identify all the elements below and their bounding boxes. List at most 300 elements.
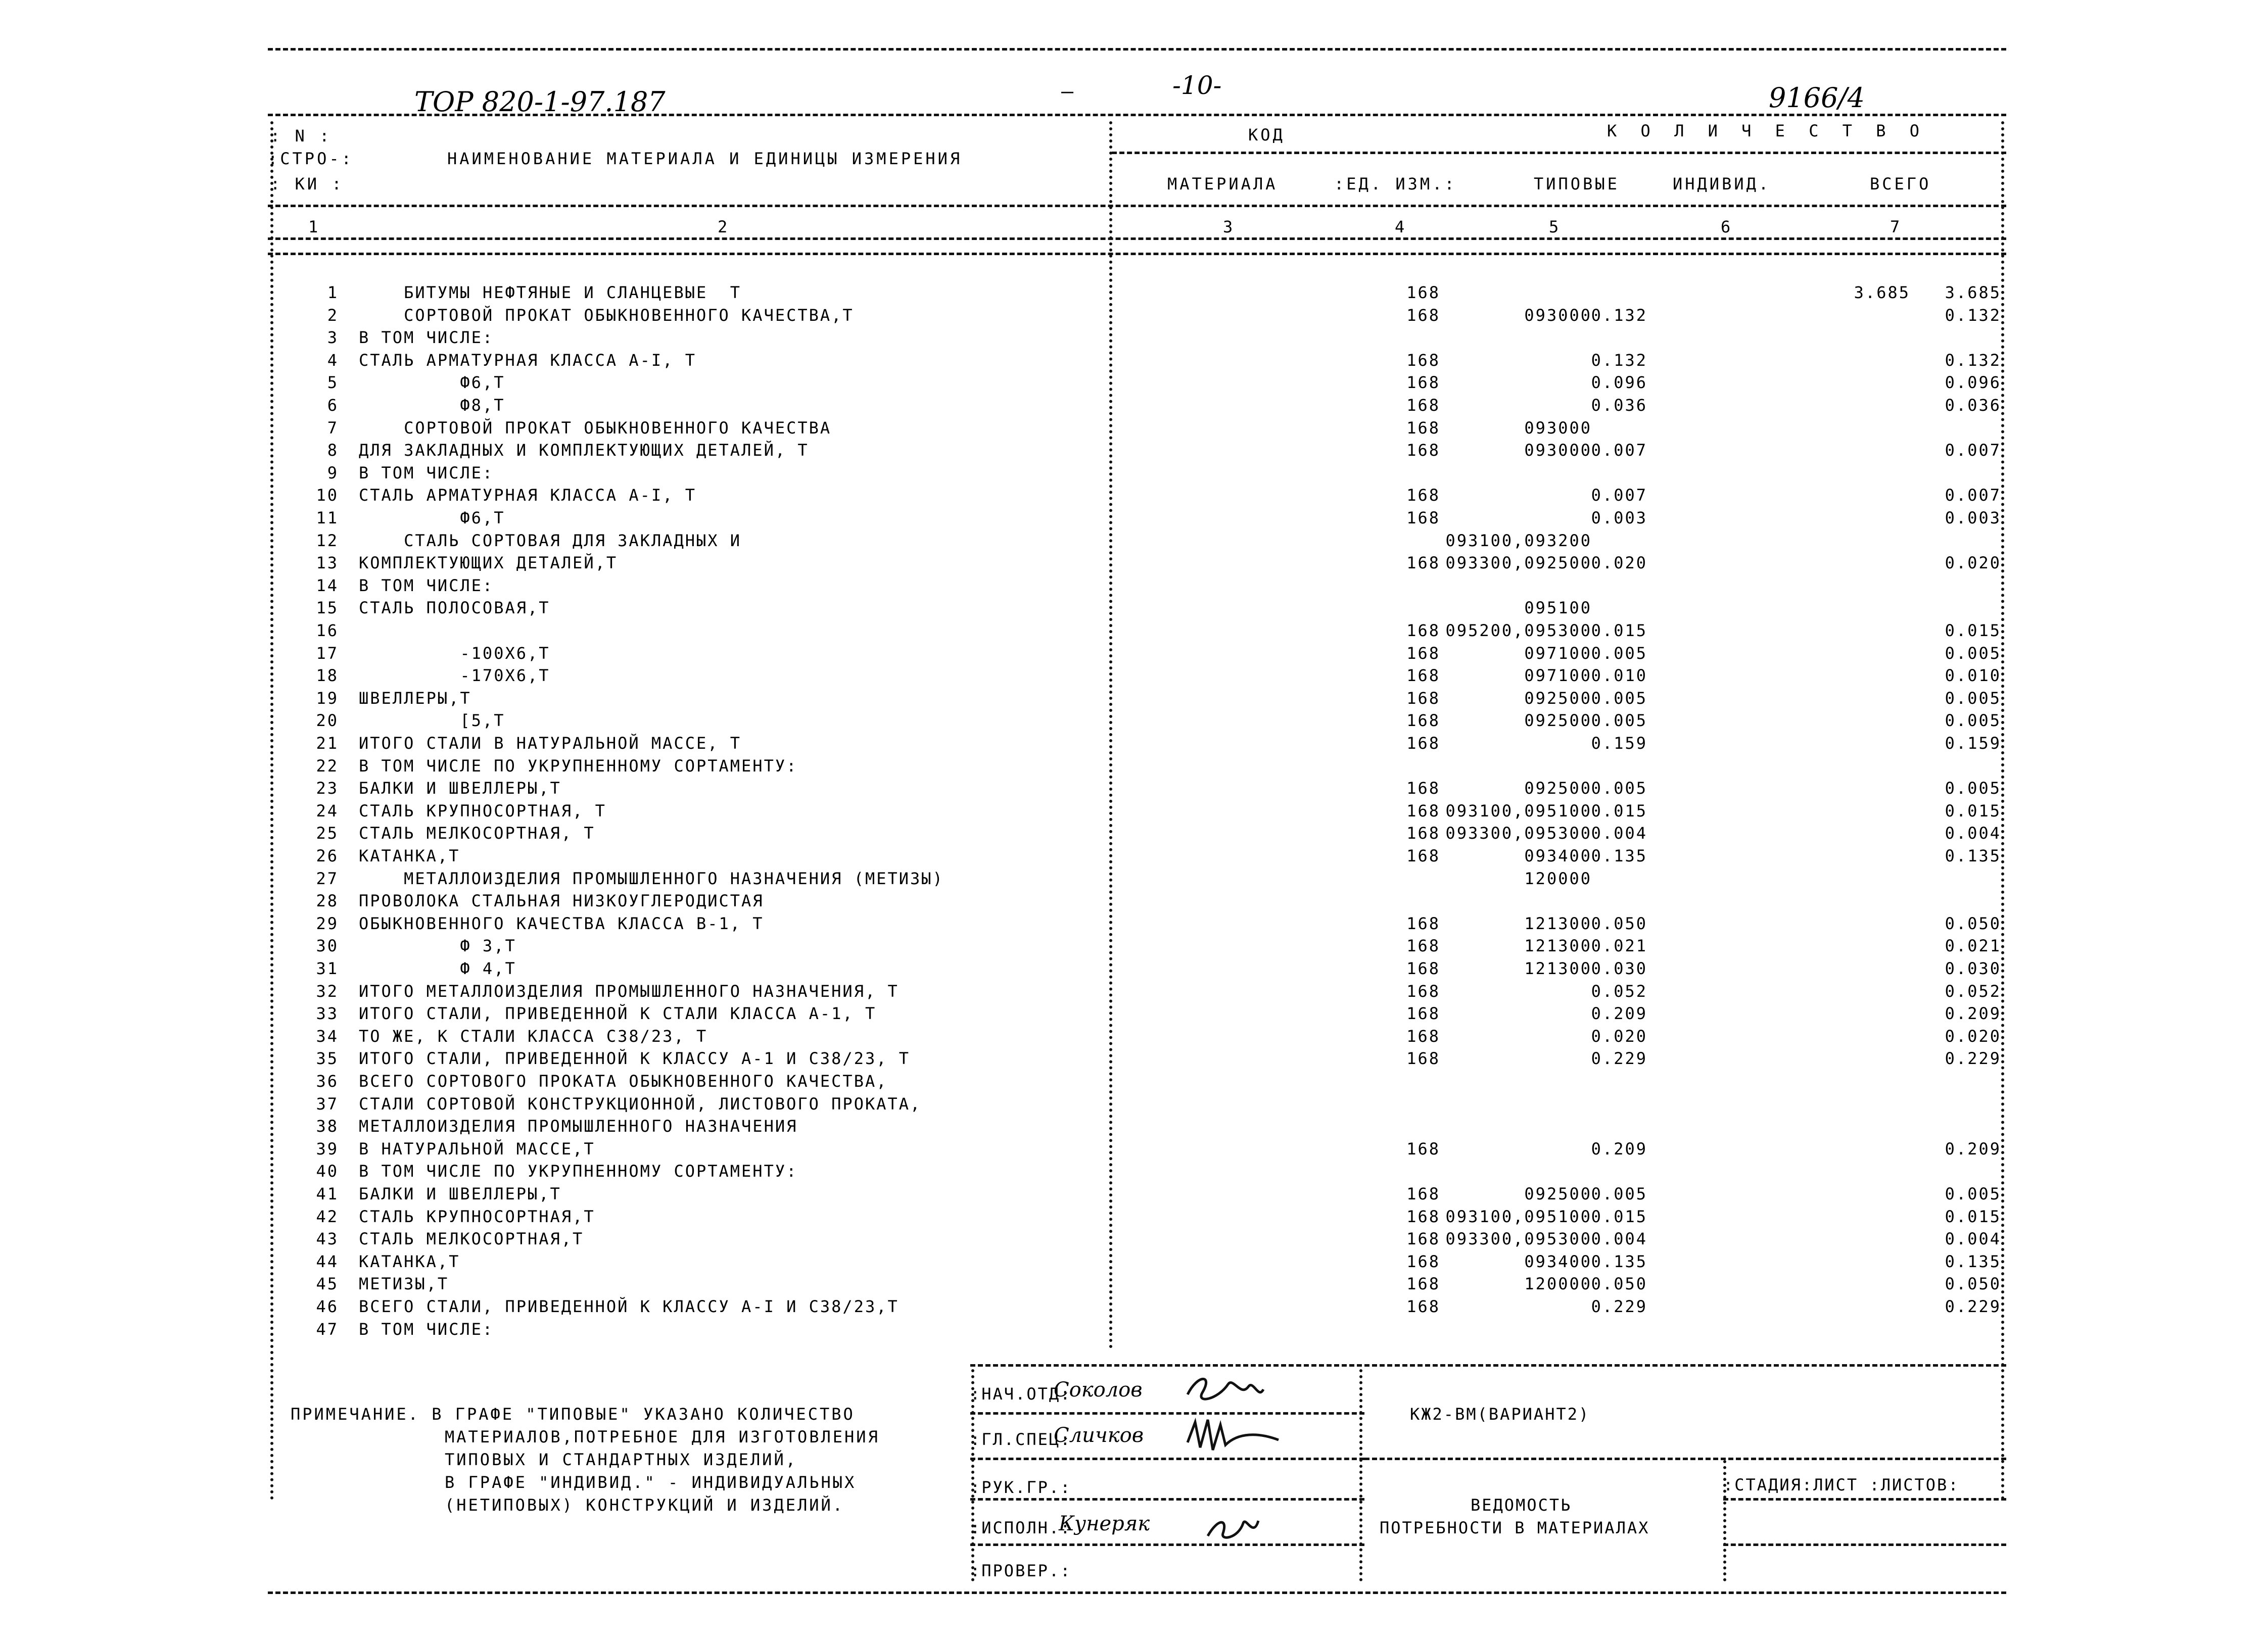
stamp-rule-6 <box>1723 1498 2006 1501</box>
stamp-title-line-1: ВЕДОМОСТЬ <box>1471 1495 1572 1515</box>
row-number: 41 <box>316 1184 339 1203</box>
row-material-name: ВСЕГО СОРТОВОГО ПРОКАТА ОБЫКНОВЕННОГО КАЧЕСТВА, <box>359 1072 888 1091</box>
row-material-name: Ф6,Т <box>359 508 505 527</box>
row-number: 7 <box>327 418 339 438</box>
row-unit-code: 168 <box>1406 1297 1440 1316</box>
row-number: 29 <box>316 914 339 933</box>
table-row <box>268 734 2006 756</box>
row-total-qty: 0.015 <box>1945 621 2001 640</box>
row-material-name: КАТАНКА,Т <box>359 846 460 865</box>
row-material-code: 092500 <box>1524 711 1592 730</box>
row-unit-code: 168 <box>1406 1274 1440 1293</box>
stamp-separator-1 <box>971 1369 974 1581</box>
stamp-checker-label: :ПРОВЕР.: <box>970 1561 1072 1580</box>
header-unit: :ЕД. ИЗМ.: <box>1334 174 1457 194</box>
row-material-code: 092500 <box>1524 1184 1592 1203</box>
column-number-1: 1 <box>308 217 318 236</box>
table-row <box>268 598 2006 620</box>
row-total-qty: 0.010 <box>1945 666 2001 685</box>
stamp-head-dept-label: :НАЧ.ОТД: <box>970 1384 1072 1404</box>
row-material-name: МЕТАЛЛОИЗДЕЛИЯ ПРОМЫШЛЕННОГО НАЗНАЧЕНИЯ (МЕТИЗЫ) <box>359 869 944 888</box>
row-unit-code: 168 <box>1406 982 1440 1001</box>
stamp-chief-spec-name: Сличков <box>1054 1424 1144 1447</box>
row-typical-qty: 0.015 <box>1591 801 1647 820</box>
row-material-code: 093300,095300 <box>1445 1229 1592 1248</box>
body-top-rule-1 <box>268 237 2006 240</box>
row-number: 43 <box>316 1229 339 1248</box>
row-number: 27 <box>316 869 339 888</box>
row-unit-code: 168 <box>1406 508 1440 527</box>
row-total-qty: 0.004 <box>1945 824 2001 843</box>
table-row <box>268 959 2006 981</box>
row-unit-code: 168 <box>1406 779 1440 798</box>
table-row <box>268 1094 2006 1117</box>
table-row <box>268 1274 2006 1296</box>
table-row <box>268 396 2006 418</box>
row-typical-qty: 0.209 <box>1591 1004 1647 1023</box>
stamp-rule-7 <box>1723 1543 2006 1546</box>
row-material-name: СТАЛИ СОРТОВОЙ КОНСТРУКЦИОННОЙ, ЛИСТОВОГО ПРОКАТА, <box>359 1094 922 1114</box>
table-row <box>268 1004 2006 1026</box>
row-number: 1 <box>327 283 339 302</box>
row-number: 45 <box>316 1274 339 1293</box>
table-row <box>268 328 2006 350</box>
row-material-code: 121300 <box>1524 914 1592 933</box>
table-row <box>268 351 2006 373</box>
row-unit-code: 168 <box>1406 734 1440 753</box>
row-total-qty: 3.685 <box>1945 283 2001 302</box>
header-individual: ИНДИВИД. <box>1673 174 1771 194</box>
sheet-number: 9166/4 <box>1769 82 1865 114</box>
header-code-group: КОД <box>1248 125 1285 144</box>
row-total-qty: 0.030 <box>1945 959 2001 978</box>
row-material-code: 121300 <box>1524 936 1592 955</box>
row-material-code: 093000 <box>1524 418 1592 438</box>
row-material-code: 093100,095100 <box>1445 801 1592 820</box>
stamp-executor-label: :ИСПОЛН.: <box>970 1518 1072 1537</box>
table-row <box>268 869 2006 891</box>
row-material-name: КАТАНКА,Т <box>359 1252 460 1271</box>
note-line-5: (НЕТИПОВЫХ) КОНСТРУКЦИЙ И ИЗДЕЛИЙ. <box>445 1495 845 1515</box>
row-total-qty: 0.050 <box>1945 914 2001 933</box>
header-typical: ТИПОВЫЕ <box>1534 174 1620 194</box>
row-number: 22 <box>316 756 339 776</box>
row-typical-qty: 0.004 <box>1591 1229 1647 1248</box>
row-unit-code: 168 <box>1406 621 1440 640</box>
row-typical-qty: 0.030 <box>1591 959 1647 978</box>
row-total-qty: 0.015 <box>1945 1207 2001 1226</box>
row-total-qty: 0.015 <box>1945 801 2001 820</box>
header-num-line2: :СТРО-: <box>268 149 354 168</box>
row-material-name: В НАТУРАЛЬНОЙ МАССЕ,Т <box>359 1139 595 1159</box>
stamp-executor-name: Кунеряк <box>1059 1512 1150 1535</box>
row-material-name: ИТОГО СТАЛИ, ПРИВЕДЕННОЙ К КЛАССУ А-1 И С38/23, Т <box>359 1049 911 1068</box>
table-row <box>268 689 2006 711</box>
row-number: 3 <box>327 328 339 347</box>
row-typical-qty: 0.005 <box>1591 644 1647 663</box>
row-typical-qty: 0.007 <box>1591 441 1647 460</box>
row-number: 17 <box>316 644 339 663</box>
row-typical-qty: 0.096 <box>1591 373 1647 392</box>
row-total-qty: 0.003 <box>1945 508 2001 527</box>
header-material: МАТЕРИАЛА <box>1167 174 1278 194</box>
table-row <box>268 936 2006 958</box>
row-unit-code: 168 <box>1406 373 1440 392</box>
page-number: -10- <box>1172 71 1222 100</box>
row-typical-qty: 0.015 <box>1591 1207 1647 1226</box>
row-number: 19 <box>316 689 339 708</box>
column-number-4: 4 <box>1395 217 1405 236</box>
row-material-name: Ф8,Т <box>359 396 505 415</box>
header-subrule-2 <box>268 205 2006 207</box>
table-row <box>268 1229 2006 1251</box>
row-typical-qty: 0.209 <box>1591 1139 1647 1159</box>
top-rule <box>268 48 2006 51</box>
row-material-name: ИТОГО МЕТАЛЛОИЗДЕЛИЯ ПРОМЫШЛЕННОГО НАЗНАЧЕНИЯ, Т <box>359 982 899 1001</box>
row-material-name: СТАЛЬ МЕЛКОСОРТНАЯ, Т <box>359 824 595 843</box>
row-total-qty: 0.036 <box>1945 396 2001 415</box>
row-material-name: ТО ЖЕ, К СТАЛИ КЛАССА С38/23, Т <box>359 1027 708 1046</box>
row-material-code: 120000 <box>1524 1274 1592 1293</box>
header-subrule-1 <box>1112 152 2006 154</box>
row-total-qty: 0.159 <box>1945 734 2001 753</box>
row-material-name: Ф 4,Т <box>359 959 516 978</box>
row-typical-qty: 0.052 <box>1591 982 1647 1001</box>
table-row <box>268 666 2006 688</box>
row-typical-qty: 0.050 <box>1591 1274 1647 1293</box>
bottom-rule <box>268 1591 2006 1594</box>
body-top-rule-2 <box>268 253 2006 255</box>
row-unit-code: 168 <box>1406 689 1440 708</box>
row-typical-qty: 0.135 <box>1591 1252 1647 1271</box>
row-unit-code: 168 <box>1406 1139 1440 1159</box>
row-total-qty: 0.020 <box>1945 553 2001 572</box>
row-material-code: 092500 <box>1524 689 1592 708</box>
row-material-code: 093100,093200 <box>1445 531 1592 550</box>
stamp-separator-3 <box>1723 1460 1726 1581</box>
column-number-6: 6 <box>1721 217 1731 236</box>
row-total-qty: 0.229 <box>1945 1049 2001 1068</box>
row-material-code: 095100 <box>1524 598 1592 617</box>
row-material-code: 120000 <box>1524 869 1592 888</box>
stamp-rule-2 <box>970 1458 1364 1460</box>
row-unit-code: 168 <box>1406 418 1440 438</box>
row-typical-qty: 0.021 <box>1591 936 1647 955</box>
row-number: 10 <box>316 486 339 505</box>
row-total-qty: 0.004 <box>1945 1229 2001 1248</box>
row-number: 33 <box>316 1004 339 1023</box>
row-number: 13 <box>316 553 339 572</box>
row-total-qty: 0.132 <box>1945 306 2001 325</box>
row-unit-code: 168 <box>1406 1207 1440 1226</box>
row-unit-code: 168 <box>1406 711 1440 730</box>
row-typical-qty: 0.007 <box>1591 486 1647 505</box>
column-number-3: 3 <box>1223 217 1233 236</box>
row-number: 12 <box>316 531 339 550</box>
note-line-4: В ГРАФЕ "ИНДИВИД." - ИНДИВИДУАЛЬНЫХ <box>445 1473 857 1492</box>
row-typical-qty: 0.132 <box>1591 306 1647 325</box>
row-material-name: В ТОМ ЧИСЛЕ: <box>359 463 494 482</box>
row-number: 34 <box>316 1027 339 1046</box>
row-material-name: ИТОГО СТАЛИ, ПРИВЕДЕННОЙ К СТАЛИ КЛАССА А-1, Т <box>359 1004 877 1023</box>
row-unit-code: 168 <box>1406 1049 1440 1068</box>
row-unit-code: 168 <box>1406 553 1440 572</box>
row-typical-qty: 0.005 <box>1591 689 1647 708</box>
stamp-title-line-2: ПОТРЕБНОСТИ В МАТЕРИАЛАХ <box>1380 1518 1650 1537</box>
header-qty-group: К О Л И Ч Е С Т В О <box>1607 121 1927 140</box>
row-typical-qty: 0.036 <box>1591 396 1647 415</box>
row-number: 26 <box>316 846 339 865</box>
row-typical-qty: 0.020 <box>1591 553 1647 572</box>
stamp-rule-4 <box>970 1543 1364 1546</box>
row-total-qty: 0.005 <box>1945 711 2001 730</box>
row-number: 21 <box>316 734 339 753</box>
row-material-code: 093000 <box>1524 441 1592 460</box>
row-material-name: СОРТОВОЙ ПРОКАТ ОБЫКНОВЕННОГО КАЧЕСТВА <box>359 418 832 438</box>
stamp-head-dept-name: Соколов <box>1054 1378 1143 1402</box>
stamp-rule-5 <box>1364 1458 2006 1460</box>
row-total-qty: 0.007 <box>1945 441 2001 460</box>
table-row <box>268 508 2006 530</box>
row-total-qty: 0.050 <box>1945 1274 2001 1293</box>
row-material-code: 121300 <box>1524 959 1592 978</box>
table-row <box>268 779 2006 801</box>
header-name: НАИМЕНОВАНИЕ МАТЕРИАЛА И ЕДИНИЦЫ ИЗМЕРЕНИЯ <box>447 149 963 168</box>
row-number: 23 <box>316 779 339 798</box>
row-material-name: СТАЛЬ ПОЛОСОВАЯ,Т <box>359 598 550 617</box>
row-typical-qty: 0.004 <box>1591 824 1647 843</box>
row-total-qty: 0.005 <box>1945 1184 2001 1203</box>
row-typical-qty: 0.229 <box>1591 1297 1647 1316</box>
row-material-name: ПРОВОЛОКА СТАЛЬНАЯ НИЗКОУГЛЕРОДИСТАЯ <box>359 891 764 910</box>
row-unit-code: 168 <box>1406 914 1440 933</box>
row-number: 9 <box>327 463 339 482</box>
row-material-name: [5,Т <box>359 711 505 730</box>
row-material-code: 093100,095100 <box>1445 1207 1592 1226</box>
header-total: ВСЕГО <box>1870 174 1931 194</box>
table-row <box>268 1139 2006 1162</box>
table-row <box>268 824 2006 846</box>
row-material-name: СТАЛЬ МЕЛКОСОРТНАЯ,Т <box>359 1229 584 1248</box>
header-num-line3: : КИ : <box>270 174 344 194</box>
row-total-qty: 0.005 <box>1945 644 2001 663</box>
row-individual-qty: 3.685 <box>1854 283 1910 302</box>
row-number: 47 <box>316 1320 339 1339</box>
row-material-code: 093000 <box>1524 306 1592 325</box>
table-row <box>268 1207 2006 1229</box>
table-row <box>268 1320 2006 1342</box>
row-number: 6 <box>327 396 339 415</box>
row-number: 35 <box>316 1049 339 1068</box>
row-number: 15 <box>316 598 339 617</box>
stamp-stage-header: :СТАДИЯ:ЛИСТ :ЛИСТОВ: <box>1723 1475 1960 1494</box>
row-typical-qty: 0.159 <box>1591 734 1647 753</box>
table-row <box>268 418 2006 441</box>
row-number: 16 <box>316 621 339 640</box>
row-typical-qty: 0.005 <box>1591 711 1647 730</box>
document-code: ТОР 820-1-97.187 <box>414 86 666 118</box>
table-row <box>268 982 2006 1004</box>
row-material-name: КОМПЛЕКТУЮЩИХ ДЕТАЛЕЙ,Т <box>359 553 618 572</box>
row-total-qty: 0.021 <box>1945 936 2001 955</box>
row-total-qty: 0.135 <box>1945 846 2001 865</box>
row-number: 18 <box>316 666 339 685</box>
note-line-1: ПРИМЕЧАНИЕ. В ГРАФЕ "ТИПОВЫЕ" УКАЗАНО КОЛИЧЕСТВО <box>291 1405 855 1424</box>
row-total-qty: 0.209 <box>1945 1004 2001 1023</box>
row-typical-qty: 0.010 <box>1591 666 1647 685</box>
row-total-qty: 0.135 <box>1945 1252 2001 1271</box>
row-material-code: 097100 <box>1524 666 1592 685</box>
signature-executor <box>1203 1508 1263 1549</box>
row-unit-code: 168 <box>1406 846 1440 865</box>
row-unit-code: 168 <box>1406 486 1440 505</box>
signature-chief-spec <box>1183 1412 1284 1458</box>
row-material-code: 095200,095300 <box>1445 621 1592 640</box>
row-unit-code: 168 <box>1406 1229 1440 1248</box>
table-row <box>268 463 2006 486</box>
table-row <box>268 1252 2006 1274</box>
row-material-code: 092500 <box>1524 779 1592 798</box>
row-material-name: СОРТОВОЙ ПРОКАТ ОБЫКНОВЕННОГО КАЧЕСТВА,Т <box>359 306 854 325</box>
column-number-5: 5 <box>1549 217 1559 236</box>
row-unit-code: 168 <box>1406 824 1440 843</box>
table-row <box>268 306 2006 328</box>
row-total-qty: 0.007 <box>1945 486 2001 505</box>
row-unit-code: 168 <box>1406 959 1440 978</box>
row-typical-qty: 0.005 <box>1591 1184 1647 1203</box>
row-total-qty: 0.209 <box>1945 1139 2001 1159</box>
row-unit-code: 168 <box>1406 936 1440 955</box>
stamp-rule-1 <box>970 1412 1364 1415</box>
dash-mark: – <box>1061 80 1074 103</box>
table-row <box>268 1184 2006 1206</box>
table-row <box>268 644 2006 666</box>
row-number: 5 <box>327 373 339 392</box>
row-material-name: БАЛКИ И ШВЕЛЛЕРЫ,Т <box>359 779 561 798</box>
row-typical-qty: 0.015 <box>1591 621 1647 640</box>
row-unit-code: 168 <box>1406 1027 1440 1046</box>
row-typical-qty: 0.005 <box>1591 779 1647 798</box>
stamp-rule-3 <box>970 1498 1364 1501</box>
table-row <box>268 711 2006 733</box>
row-typical-qty: 0.020 <box>1591 1027 1647 1046</box>
row-material-name: СТАЛЬ КРУПНОСОРТНАЯ, Т <box>359 801 606 820</box>
row-material-code: 093400 <box>1524 846 1592 865</box>
table-row <box>268 441 2006 463</box>
table-row <box>268 1162 2006 1184</box>
row-number: 30 <box>316 936 339 955</box>
row-total-qty: 0.052 <box>1945 982 2001 1001</box>
column-number-2: 2 <box>718 217 728 236</box>
row-total-qty: 0.005 <box>1945 779 2001 798</box>
row-total-qty: 0.229 <box>1945 1297 2001 1316</box>
table-row <box>268 846 2006 868</box>
row-number: 4 <box>327 351 339 370</box>
row-unit-code: 168 <box>1406 396 1440 415</box>
row-unit-code: 168 <box>1406 801 1440 820</box>
row-number: 39 <box>316 1139 339 1159</box>
table-row <box>268 283 2006 305</box>
stamp-chief-spec-label: :ГЛ.СПЕЦ: <box>970 1430 1072 1449</box>
note-line-3: ТИПОВЫХ И СТАНДАРТНЫХ ИЗДЕЛИЙ, <box>445 1450 797 1469</box>
row-unit-code: 168 <box>1406 351 1440 370</box>
row-material-name: -170Х6,Т <box>359 666 550 685</box>
table-row <box>268 1297 2006 1319</box>
row-number: 40 <box>316 1162 339 1181</box>
table-row <box>268 621 2006 643</box>
row-material-name: ВСЕГО СТАЛИ, ПРИВЕДЕННОЙ К КЛАССУ А-I И С38/23,Т <box>359 1297 899 1316</box>
row-unit-code: 168 <box>1406 441 1440 460</box>
note-line-2: МАТЕРИАЛОВ,ПОТРЕБНОЕ ДЛЯ ИЗГОТОВЛЕНИЯ <box>445 1427 880 1446</box>
stamp-separator-2 <box>1359 1369 1362 1581</box>
table-row <box>268 531 2006 553</box>
table-row <box>268 801 2006 824</box>
table-row <box>268 373 2006 395</box>
row-number: 24 <box>316 801 339 820</box>
row-material-code: 093400 <box>1524 1252 1592 1271</box>
table-row <box>268 1117 2006 1139</box>
row-total-qty: 0.005 <box>1945 689 2001 708</box>
header-num-line1: : N : <box>270 126 332 146</box>
table-row <box>268 486 2006 508</box>
row-typical-qty: 0.003 <box>1591 508 1647 527</box>
table-row <box>268 1049 2006 1071</box>
row-total-qty: 0.020 <box>1945 1027 2001 1046</box>
row-material-name: СТАЛЬ СОРТОВАЯ ДЛЯ ЗАКЛАДНЫХ И <box>359 531 742 550</box>
row-unit-code: 168 <box>1406 666 1440 685</box>
row-material-name: В ТОМ ЧИСЛЕ: <box>359 328 494 347</box>
row-number: 31 <box>316 959 339 978</box>
row-material-name: В ТОМ ЧИСЛЕ ПО УКРУПНЕННОМУ СОРТАМЕНТУ: <box>359 1162 798 1181</box>
row-number: 38 <box>316 1117 339 1136</box>
row-material-name: МЕТАЛЛОИЗДЕЛИЯ ПРОМЫШЛЕННОГО НАЗНАЧЕНИЯ <box>359 1117 798 1136</box>
stamp-variant: КЖ2-ВМ(ВАРИАНТ2) <box>1410 1405 1590 1424</box>
row-material-name: ОБЫКНОВЕННОГО КАЧЕСТВА КЛАССА В-1, Т <box>359 914 764 933</box>
row-material-code: 097100 <box>1524 644 1592 663</box>
row-material-name: Ф6,Т <box>359 373 505 392</box>
row-typical-qty: 0.132 <box>1591 351 1647 370</box>
header-rule <box>268 114 2006 116</box>
table-row <box>268 1072 2006 1094</box>
row-material-name: БИТУМЫ НЕФТЯНЫЕ И СЛАНЦЕВЫЕ Т <box>359 283 742 302</box>
row-number: 46 <box>316 1297 339 1316</box>
row-material-name: СТАЛЬ КРУПНОСОРТНАЯ,Т <box>359 1207 595 1226</box>
row-material-name: СТАЛЬ АРМАТУРНАЯ КЛАССА А-I, Т <box>359 486 696 505</box>
stamp-group-lead-label: :РУК.ГР.: <box>970 1478 1072 1497</box>
row-number: 37 <box>316 1094 339 1114</box>
row-number: 42 <box>316 1207 339 1226</box>
row-material-name: ШВЕЛЛЕРЫ,Т <box>359 689 471 708</box>
table-row <box>268 553 2006 575</box>
row-number: 36 <box>316 1072 339 1091</box>
row-material-name: Ф 3,Т <box>359 936 516 955</box>
row-number: 2 <box>327 306 339 325</box>
table-row <box>268 576 2006 598</box>
row-material-name: ИТОГО СТАЛИ В НАТУРАЛЬНОЙ МАССЕ, Т <box>359 734 742 753</box>
row-unit-code: 168 <box>1406 644 1440 663</box>
row-material-name: ДЛЯ ЗАКЛАДНЫХ И КОМПЛЕКТУЮЩИХ ДЕТАЛЕЙ, Т <box>359 441 809 460</box>
row-material-name: В ТОМ ЧИСЛЕ: <box>359 576 494 595</box>
row-typical-qty: 0.050 <box>1591 914 1647 933</box>
row-material-name: -100Х6,Т <box>359 644 550 663</box>
row-unit-code: 168 <box>1406 1252 1440 1271</box>
row-material-name: В ТОМ ЧИСЛЕ: <box>359 1320 494 1339</box>
row-material-name: БАЛКИ И ШВЕЛЛЕРЫ,Т <box>359 1184 561 1203</box>
table-row <box>268 914 2006 936</box>
row-typical-qty: 0.229 <box>1591 1049 1647 1068</box>
row-number: 11 <box>316 508 339 527</box>
row-number: 32 <box>316 982 339 1001</box>
